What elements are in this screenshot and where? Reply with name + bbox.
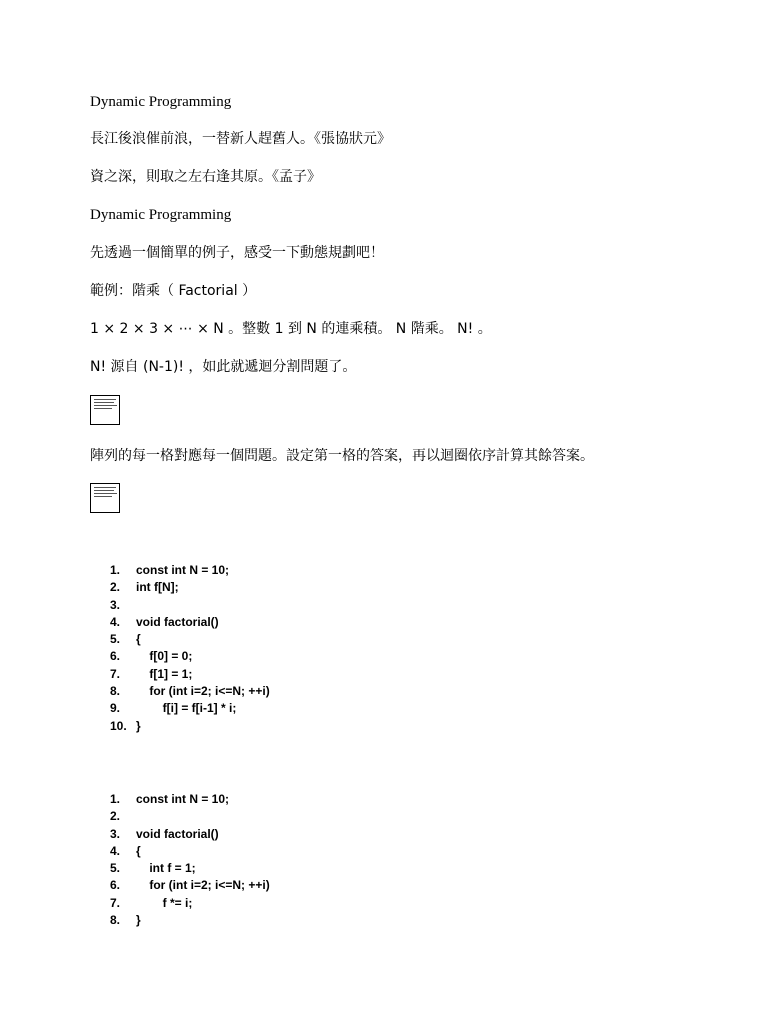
line-number: 3. [110,597,121,612]
array-description: 陣列的每一格對應每一個問題。設定第一格的答案，再以迴圈依序計算其餘答案。 [90,448,594,464]
code-line [110,683,270,700]
line-number: 2. [110,809,121,824]
intro-paragraph: 先透過一個簡單的例子，感受一下動態規劃吧！ [90,245,384,261]
line-number: 7. [110,895,121,910]
recursion-note: N! 源自 (N-1)! ，如此就遞迴分割問題了。 [90,359,357,375]
code-line [110,808,270,825]
embedded-image-thumbnail-2 [90,483,120,513]
code-line [110,562,270,579]
code-line [110,912,270,929]
code-line [110,666,270,683]
code-line [110,860,270,877]
factorial-definition: 1 × 2 × 3 × ⋯ × N 。整數 1 到 N 的連乘積。 N 階乘。 N! 。 [90,321,492,337]
code-line [110,631,270,648]
line-number: 3. [110,826,121,841]
code-text: for (int i=2; i<=N; ++i) [136,684,270,699]
code-text: { [136,843,141,858]
code-text: const int N = 10; [136,563,230,577]
code-text: } [136,913,141,928]
line-number: 10. [110,718,127,733]
code-text: { [136,632,141,647]
code-line [110,877,270,894]
code-text: f[1] = 1; [136,666,193,681]
code-text: } [136,718,141,733]
code-block-loop-factorial [110,791,270,929]
heading-dynamic-programming: Dynamic Programming [90,94,232,110]
line-number: 4. [110,843,121,858]
line-number: 1. [110,563,121,577]
line-number: 5. [110,861,121,876]
line-number: 7. [110,666,121,681]
code-line [110,718,270,735]
code-line [110,614,270,631]
code-line [110,791,270,808]
code-text: f[0] = 0; [136,649,193,664]
embedded-image-thumbnail [90,395,120,425]
quote-mencius: 資之深，則取之左右逢其原。《孟子》 [90,169,321,185]
code-text: f *= i; [136,895,193,910]
line-number: 9. [110,701,121,716]
code-line [110,700,270,717]
code-text: const int N = 10; [136,792,230,806]
line-number: 6. [110,649,121,664]
code-text: int f = 1; [136,861,196,876]
line-number: 4. [110,614,121,629]
code-line [110,826,270,843]
line-number: 8. [110,913,121,928]
line-number: 8. [110,684,121,699]
heading-dynamic-programming-2: Dynamic Programming [90,207,232,223]
code-line [110,648,270,665]
line-number: 2. [110,580,121,595]
code-text: void factorial() [136,826,219,841]
line-number: 1. [110,792,121,806]
quote-zhangxie: 長江後浪催前浪，一替新人趕舊人。《張協狀元》 [90,131,391,147]
code-text: for (int i=2; i<=N; ++i) [136,878,270,893]
code-text: int f[N]; [136,580,179,595]
line-number: 6. [110,878,121,893]
example-title: 範例：階乘（ Factorial ） [90,283,257,299]
code-line [110,843,270,860]
line-number: 5. [110,632,121,647]
code-line [110,597,270,614]
code-line [110,579,270,596]
code-line [110,895,270,912]
code-text: void factorial() [136,614,219,629]
code-block-array-factorial [110,562,270,735]
code-text: f[i] = f[i-1] * i; [136,701,237,716]
